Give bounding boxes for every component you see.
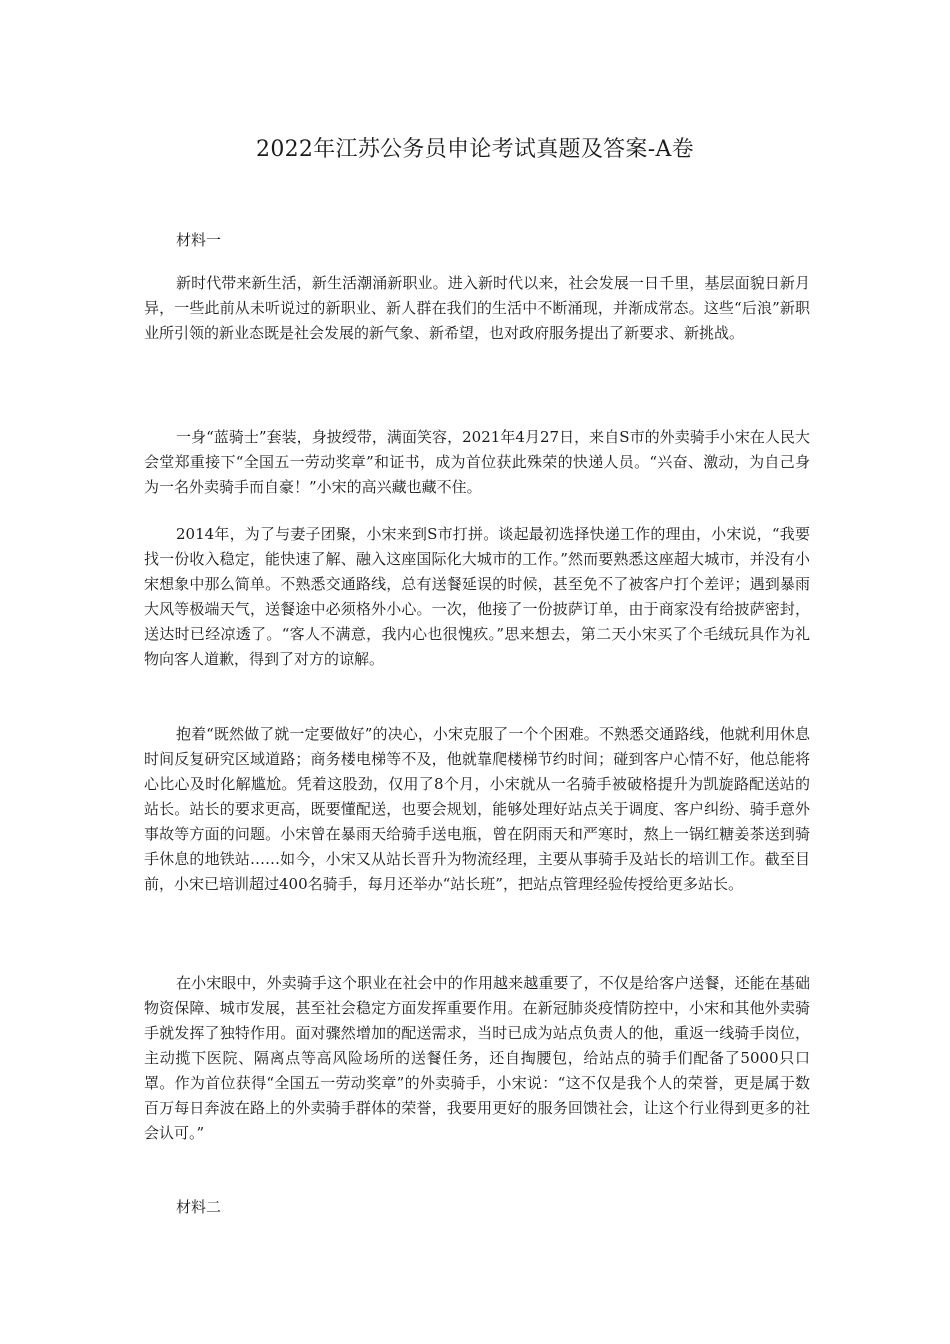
paragraph-intro: 新时代带来新生活，新生活潮涌新职业。进入新时代以来，社会发展一日千里，基层面貌日新月异，一些此前从未听说过的新职业、新人群在我们的生活中不断涌现，并渐成常态。这些“后浪”新职业所引领的新业态既是社会发展的新气象、新希望，也对政府服务提出了新要求、新挑战。	[144, 274, 810, 342]
paragraph-role: 在小宋眼中，外卖骑手这个职业在社会中的作用越来越重要了，不仅是给客户送餐，还能在基础物资保障、城市发展，甚至社会稳定方面发挥重要作用。在新冠肺炎疫情防控中，小宋和其他外卖骑手就发挥了独特作用。面对骤然增加的配送需求，当时已成为站点负责人的他，重返一线骑手岗位，主动揽下医院、隔离点等高风险场所的送餐任务，还自掏腰包，给站点的骑手们配备了5000只口罩。作为首位获得“全国五一劳动奖章”的外卖骑手，小宋说：“这不仅是我个人的荣誉，更是属于数百万每日奔波在路上的外卖骑手群体的荣誉，我要用更好的服务回馈社会，让这个行业得到更多的社会认可。”	[144, 974, 810, 1142]
material-2-label: 材料二	[176, 1198, 222, 1216]
paragraph-determination: 抱着“既然做了就一定要做好”的决心，小宋克服了一个个困难。不熟悉交通路线，他就利用休息时间反复研究区域道路；商务楼电梯等不及，他就靠爬楼梯节约时间；碰到客户心情不好，他总能将心比心及时化解尴尬。凭着这股劲，仅用了8个月，小宋就从一名骑手被破格提升为凯旋路配送站的站长。站长的要求更高，既要懂配送，也要会规划，能够处理好站点关于调度、客户纠纷、骑手意外事故等方面的问题。小宋曾在暴雨天给骑手送电瓶，曾在阴雨天和严寒时，熬上一锅红糖姜茶送到骑手休息的地铁站……如今，小宋又从站长晋升为物流经理，主要从事骑手及站长的培训工作。截至目前，小宋已培训超过400名骑手，每月还举办“站长班”，把站点管理经验传授给更多站长。	[144, 725, 810, 893]
material-1-label: 材料一	[176, 231, 222, 249]
paragraph-2014: 2014年，为了与妻子团聚，小宋来到S市打拼。谈起最初选择快递工作的理由，小宋说，“我要找一份收入稳定，能快速了解、融入这座国际化大城市的工作。”然而要熟悉这座超大城市，并没有小宋想象中那么简单。不熟悉交通路线，总有送餐延误的时候，甚至免不了被客户打个差评；遇到暴雨大风等极端天气，送餐途中必须格外小心。一次，他接了一份披萨订单，由于商家没有给披萨密封，送达时已经凉透了。“客人不满意，我内心也很愧疚。”思来想去，第二天小宋买了个毛绒玩具作为礼物向客人道歉，得到了对方的谅解。	[144, 525, 810, 668]
document-title: 2022年江苏公务员申论考试真题及答案-A卷	[256, 137, 694, 162]
paragraph-award: 一身“蓝骑士”套装，身披绶带，满面笑容，2021年4月27日，来自S市的外卖骑手小宋在人民大会堂郑重接下“全国五一劳动奖章”和证书，成为首位获此殊荣的快递人员。“兴奋、激动，为自己身为一名外卖骑手而自豪！”小宋的高兴藏也藏不住。	[144, 428, 810, 496]
